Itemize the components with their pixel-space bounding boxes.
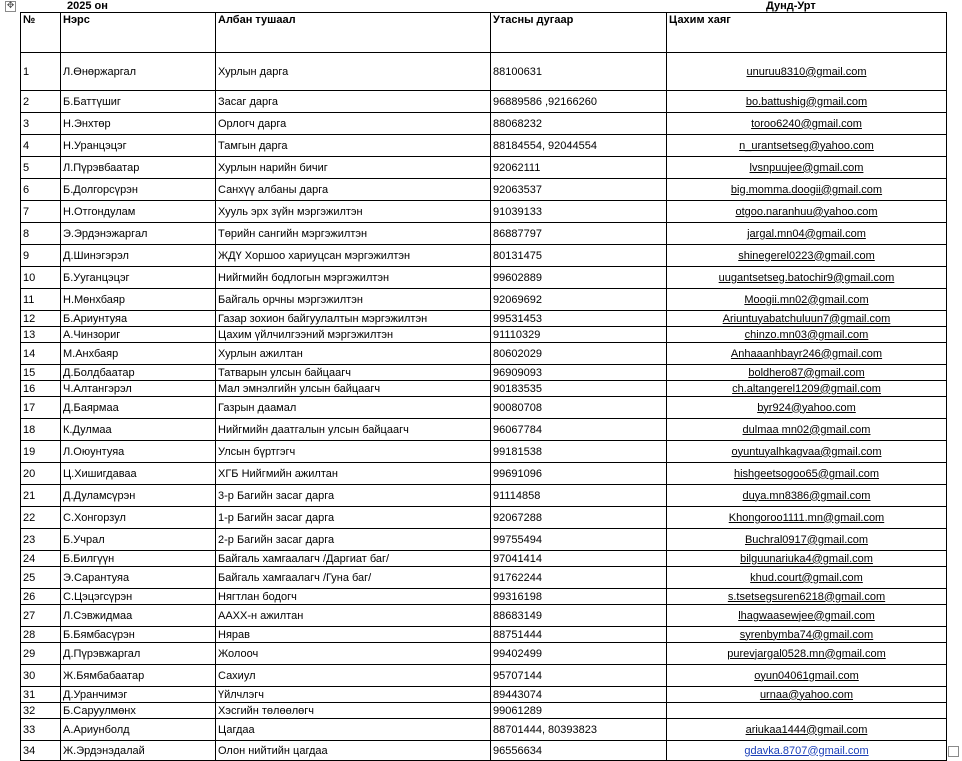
- staff-position: 1-р Багийн засаг дарга: [216, 507, 491, 529]
- staff-position: Байгаль хамгаалагч /Даргиат баг/: [216, 551, 491, 567]
- staff-position: 2-р Багийн засаг дарга: [216, 529, 491, 551]
- email-link[interactable]: uugantsetseg.batochir9@gmail.com: [718, 271, 895, 284]
- email-link[interactable]: duya.mn8386@gmail.com: [742, 489, 871, 502]
- staff-phone: 90183535: [491, 381, 667, 397]
- staff-email: [667, 665, 947, 687]
- row-number: 32: [21, 703, 61, 719]
- row-number: 28: [21, 627, 61, 643]
- header-name: Нэрс: [61, 13, 216, 53]
- staff-name: Н.Энхтөр: [61, 113, 216, 135]
- table-body: [21, 53, 947, 761]
- header-position: Албан тушаал: [216, 13, 491, 53]
- staff-email: [667, 179, 947, 201]
- table-row: [21, 397, 947, 419]
- staff-email: [667, 605, 947, 627]
- staff-email: [667, 627, 947, 643]
- staff-name: Д.Уранчимэг: [61, 687, 216, 703]
- table-row: [21, 703, 947, 719]
- staff-contact-table: [20, 12, 947, 761]
- staff-email: [667, 719, 947, 741]
- row-number: 6: [21, 179, 61, 201]
- table-resize-handle[interactable]: [948, 746, 959, 757]
- table-row: [21, 551, 947, 567]
- staff-position: Тамгын дарга: [216, 135, 491, 157]
- staff-position: Хурлын нарийн бичиг: [216, 157, 491, 179]
- staff-email: [667, 135, 947, 157]
- staff-name: Б.Билгүүн: [61, 551, 216, 567]
- staff-phone: 80602029: [491, 343, 667, 365]
- row-number: 11: [21, 289, 61, 311]
- table-row: [21, 267, 947, 289]
- staff-name: Э.Эрдэнэжаргал: [61, 223, 216, 245]
- staff-phone: 96909093: [491, 365, 667, 381]
- table-row: [21, 687, 947, 703]
- row-number: 31: [21, 687, 61, 703]
- place-label: Дунд-Урт: [766, 0, 816, 12]
- staff-position: Нийгмийн бодлогын мэргэжилтэн: [216, 267, 491, 289]
- table-row: [21, 567, 947, 589]
- staff-email: [667, 703, 947, 719]
- email-link[interactable]: ariukaa1444@gmail.com: [745, 723, 868, 736]
- staff-email: [667, 267, 947, 289]
- staff-name: Б.Ариунтуяа: [61, 311, 216, 327]
- staff-email: [667, 157, 947, 179]
- staff-phone: 92062111: [491, 157, 667, 179]
- table-header-row: [21, 13, 947, 53]
- staff-name: Л.Сэвжидмаа: [61, 605, 216, 627]
- table-row: [21, 113, 947, 135]
- staff-phone: 88683149: [491, 605, 667, 627]
- staff-phone: 91039133: [491, 201, 667, 223]
- staff-name: Б.Саруулмөнх: [61, 703, 216, 719]
- header-email: Цахим хаяг: [667, 13, 947, 53]
- staff-phone: 99061289: [491, 703, 667, 719]
- row-number: 9: [21, 245, 61, 267]
- staff-email: [667, 113, 947, 135]
- email-link[interactable]: boldhero87@gmail.com: [748, 366, 865, 379]
- staff-email: [667, 223, 947, 245]
- staff-position: Байгаль хамгаалагч /Гуна баг/: [216, 567, 491, 589]
- staff-email: [667, 311, 947, 327]
- row-number: 17: [21, 397, 61, 419]
- row-number: 15: [21, 365, 61, 381]
- table-row: [21, 179, 947, 201]
- staff-phone: 99531453: [491, 311, 667, 327]
- email-link[interactable]: dulmaa mn02@gmail.com: [742, 423, 871, 436]
- staff-name: Ц.Хишигдаваа: [61, 463, 216, 485]
- year-label: 2025 он: [67, 0, 108, 12]
- row-number: 20: [21, 463, 61, 485]
- email-link[interactable]: toroo6240@gmail.com: [751, 117, 862, 130]
- staff-position: Олон нийтийн цагдаа: [216, 741, 491, 761]
- row-number: 34: [21, 741, 61, 761]
- row-number: 2: [21, 91, 61, 113]
- staff-name: Н.Отгондулам: [61, 201, 216, 223]
- email-link[interactable]: bo.battushig@gmail.com: [745, 95, 868, 108]
- staff-phone: 90080708: [491, 397, 667, 419]
- row-number: 5: [21, 157, 61, 179]
- staff-email: [667, 687, 947, 703]
- row-number: 14: [21, 343, 61, 365]
- row-number: 25: [21, 567, 61, 589]
- row-number: 18: [21, 419, 61, 441]
- email-link[interactable]: Khongoroo1111.mn@gmail.com: [728, 511, 885, 524]
- staff-name: Д.Дуламсүрэн: [61, 485, 216, 507]
- staff-email: [667, 485, 947, 507]
- table-row: [21, 53, 947, 91]
- table-row: [21, 589, 947, 605]
- table-row: [21, 381, 947, 397]
- staff-phone: 99691096: [491, 463, 667, 485]
- staff-phone: 86887797: [491, 223, 667, 245]
- staff-name: Ч.Алтангэрэл: [61, 381, 216, 397]
- staff-name: Д.Пүрэвжаргал: [61, 643, 216, 665]
- header-phone: Утасны дугаар: [491, 13, 667, 53]
- row-number: 1: [21, 53, 61, 91]
- email-link[interactable]: oyun04061gmail.com: [754, 669, 859, 682]
- row-number: 7: [21, 201, 61, 223]
- staff-position: Орлогч дарга: [216, 113, 491, 135]
- staff-position: Хууль эрх зүйн мэргэжилтэн: [216, 201, 491, 223]
- staff-phone: 99316198: [491, 589, 667, 605]
- staff-email: [667, 441, 947, 463]
- staff-phone: 91114858: [491, 485, 667, 507]
- staff-phone: 95707144: [491, 665, 667, 687]
- email-link[interactable]: unuruu8310@gmail.com: [746, 65, 867, 78]
- staff-position: Үйлчлэгч: [216, 687, 491, 703]
- row-number: 3: [21, 113, 61, 135]
- staff-name: Л.Оюунтуяа: [61, 441, 216, 463]
- staff-email: [667, 381, 947, 397]
- staff-position: Төрийн сангийн мэргэжилтэн: [216, 223, 491, 245]
- staff-position: Нийгмийн даатгалын улсын байцаагч: [216, 419, 491, 441]
- staff-name: Д.Баярмаа: [61, 397, 216, 419]
- staff-email: [667, 289, 947, 311]
- table-row: [21, 643, 947, 665]
- row-number: 22: [21, 507, 61, 529]
- table-row: [21, 719, 947, 741]
- staff-phone: 88068232: [491, 113, 667, 135]
- table-row: [21, 245, 947, 267]
- table-row: [21, 327, 947, 343]
- staff-position: Татварын улсын байцаагч: [216, 365, 491, 381]
- staff-position: Засаг дарга: [216, 91, 491, 113]
- row-number: 16: [21, 381, 61, 397]
- staff-position: ХГБ Нийгмийн ажилтан: [216, 463, 491, 485]
- email-link[interactable]: chinzo.mn03@gmail.com: [744, 328, 869, 341]
- staff-phone: 99181538: [491, 441, 667, 463]
- staff-name: Б.Баттүшиг: [61, 91, 216, 113]
- table-row: [21, 463, 947, 485]
- email-link[interactable]: otgoo.naranhuu@yahoo.com: [735, 205, 878, 218]
- table-row: [21, 741, 947, 761]
- email-link[interactable]: jargal.mn04@gmail.com: [747, 227, 866, 240]
- email-link[interactable]: ch.altangerel1209@gmail.com: [732, 382, 881, 395]
- row-number: 23: [21, 529, 61, 551]
- staff-position: Байгаль орчны мэргэжилтэн: [216, 289, 491, 311]
- staff-email: [667, 365, 947, 381]
- row-number: 30: [21, 665, 61, 687]
- table-row: [21, 311, 947, 327]
- staff-name: Б.Ууганцэцэг: [61, 267, 216, 289]
- table-row: [21, 91, 947, 113]
- header-number: №: [21, 13, 61, 53]
- staff-name: С.Цэцэгсүрэн: [61, 589, 216, 605]
- staff-phone: 80131475: [491, 245, 667, 267]
- staff-name: А.Чинзориг: [61, 327, 216, 343]
- email-link[interactable]: syrenbymba74@gmail.com: [739, 628, 874, 641]
- table-row: [21, 507, 947, 529]
- staff-phone: 96889586 ,92166260: [491, 91, 667, 113]
- staff-name: Ж.Бямбабаатар: [61, 665, 216, 687]
- email-link[interactable]: byr924@yahoo.com: [757, 401, 856, 414]
- staff-email: [667, 741, 947, 761]
- table-row: [21, 605, 947, 627]
- staff-position: Сахиул: [216, 665, 491, 687]
- table-row: [21, 665, 947, 687]
- staff-name: Э.Сарантуяа: [61, 567, 216, 589]
- staff-position: Цагдаа: [216, 719, 491, 741]
- email-link[interactable]: hishgeetsogoo65@gmail.com: [733, 467, 880, 480]
- staff-phone: 89443074: [491, 687, 667, 703]
- row-number: 24: [21, 551, 61, 567]
- table-move-handle[interactable]: ✥: [6, 1, 15, 11]
- staff-position: АAXX-н ажилтан: [216, 605, 491, 627]
- email-link[interactable]: Anhaaanhbayr246@gmail.com: [730, 347, 883, 360]
- staff-phone: 88100631: [491, 53, 667, 91]
- email-link[interactable]: Buchral0917@gmail.com: [744, 533, 869, 546]
- staff-position: Газрын даамал: [216, 397, 491, 419]
- staff-name: Б.Долгорсүрэн: [61, 179, 216, 201]
- staff-email: [667, 201, 947, 223]
- staff-name: Д.Шинэгэрэл: [61, 245, 216, 267]
- email-link[interactable]: purevjargal0528.mn@gmail.com: [727, 647, 886, 660]
- staff-position: Нягтлан бодогч: [216, 589, 491, 605]
- staff-name: Б.Учрал: [61, 529, 216, 551]
- staff-phone: 88701444, 80393823: [491, 719, 667, 741]
- staff-name: М.Анхбаяр: [61, 343, 216, 365]
- staff-position: 3-р Багийн засаг дарга: [216, 485, 491, 507]
- staff-email: [667, 91, 947, 113]
- staff-position: ЖДҮ Хоршоо хариуцсан мэргэжилтэн: [216, 245, 491, 267]
- staff-phone: 88751444: [491, 627, 667, 643]
- staff-position: Хэсгийн төлөөлөгч: [216, 703, 491, 719]
- staff-phone: 91762244: [491, 567, 667, 589]
- table-row: [21, 365, 947, 381]
- table-row: [21, 419, 947, 441]
- table-row: [21, 289, 947, 311]
- staff-phone: 99602889: [491, 267, 667, 289]
- row-number: 10: [21, 267, 61, 289]
- staff-phone: 99755494: [491, 529, 667, 551]
- row-number: 27: [21, 605, 61, 627]
- staff-name: С.Хонгорзул: [61, 507, 216, 529]
- email-link[interactable]: bilguunariuka4@gmail.com: [740, 552, 873, 565]
- table-row: [21, 529, 947, 551]
- email-link[interactable]: lvsnpuujee@gmail.com: [749, 161, 864, 174]
- staff-position: Санхүү албаны дарга: [216, 179, 491, 201]
- row-number: 12: [21, 311, 61, 327]
- staff-email: [667, 53, 947, 91]
- email-link[interactable]: khud.court@gmail.com: [750, 571, 863, 584]
- table-row: [21, 627, 947, 643]
- staff-email: [667, 463, 947, 485]
- staff-phone: 88184554, 92044554: [491, 135, 667, 157]
- staff-name: Ж.Эрдэнэдалай: [61, 741, 216, 761]
- row-number: 13: [21, 327, 61, 343]
- row-number: 8: [21, 223, 61, 245]
- staff-position: Улсын бүртгэгч: [216, 441, 491, 463]
- email-link[interactable]: n_urantsetseg@yahoo.com: [739, 139, 874, 152]
- table-row: [21, 343, 947, 365]
- staff-email: [667, 343, 947, 365]
- staff-email: [667, 397, 947, 419]
- staff-email: [667, 551, 947, 567]
- table-row: [21, 157, 947, 179]
- staff-name: Б.Бямбасүрэн: [61, 627, 216, 643]
- staff-phone: 92067288: [491, 507, 667, 529]
- table-row: [21, 135, 947, 157]
- table-row: [21, 441, 947, 463]
- row-number: 21: [21, 485, 61, 507]
- staff-position: Цахим үйлчилгээний мэргэжилтэн: [216, 327, 491, 343]
- staff-name: Н.Уранцэцэг: [61, 135, 216, 157]
- staff-name: Л.Пүрэвбаатар: [61, 157, 216, 179]
- staff-position: Нярав: [216, 627, 491, 643]
- row-number: 19: [21, 441, 61, 463]
- row-number: 29: [21, 643, 61, 665]
- staff-phone: 92063537: [491, 179, 667, 201]
- row-number: 33: [21, 719, 61, 741]
- email-link[interactable]: gdavka.8707@gmail.com: [744, 744, 869, 757]
- staff-phone: 97041414: [491, 551, 667, 567]
- email-link[interactable]: shinegerel0223@gmail.com: [738, 249, 875, 262]
- staff-email: [667, 567, 947, 589]
- staff-phone: 96067784: [491, 419, 667, 441]
- staff-phone: 96556634: [491, 741, 667, 761]
- staff-position: Хурлын дарга: [216, 53, 491, 91]
- staff-email: [667, 529, 947, 551]
- email-link[interactable]: urnaa@yahoo.com: [759, 688, 854, 701]
- table-row: [21, 223, 947, 245]
- email-link[interactable]: Ariuntuyabatchuluun7@gmail.com: [722, 312, 891, 325]
- row-number: 4: [21, 135, 61, 157]
- staff-position: Жолооч: [216, 643, 491, 665]
- table-row: [21, 201, 947, 223]
- staff-name: Л.Өнөржаргал: [61, 53, 216, 91]
- email-link[interactable]: Moogii.mn02@gmail.com: [744, 293, 869, 306]
- email-link[interactable]: lhagwaasewjee@gmail.com: [738, 609, 875, 622]
- staff-position: Мал эмнэлгийн улсын байцаагч: [216, 381, 491, 397]
- staff-email: [667, 507, 947, 529]
- staff-email: [667, 327, 947, 343]
- staff-name: Д.Болдбаатар: [61, 365, 216, 381]
- staff-name: Н.Мөнхбаяр: [61, 289, 216, 311]
- staff-position: Хурлын ажилтан: [216, 343, 491, 365]
- staff-name: К.Дулмаа: [61, 419, 216, 441]
- staff-email: [667, 589, 947, 605]
- staff-email: [667, 419, 947, 441]
- staff-phone: 99402499: [491, 643, 667, 665]
- staff-phone: 91110329: [491, 327, 667, 343]
- staff-email: [667, 245, 947, 267]
- email-link[interactable]: big.momma.doogii@gmail.com: [730, 183, 883, 196]
- staff-position: Газар зохион байгуулалтын мэргэжилтэн: [216, 311, 491, 327]
- table-row: [21, 485, 947, 507]
- staff-phone: 92069692: [491, 289, 667, 311]
- row-number: 26: [21, 589, 61, 605]
- staff-name: А.Ариунболд: [61, 719, 216, 741]
- email-link[interactable]: oyuntuyalhkagvaa@gmail.com: [731, 445, 882, 458]
- email-link[interactable]: s.tsetsegsuren6218@gmail.com: [727, 590, 886, 603]
- staff-email: [667, 643, 947, 665]
